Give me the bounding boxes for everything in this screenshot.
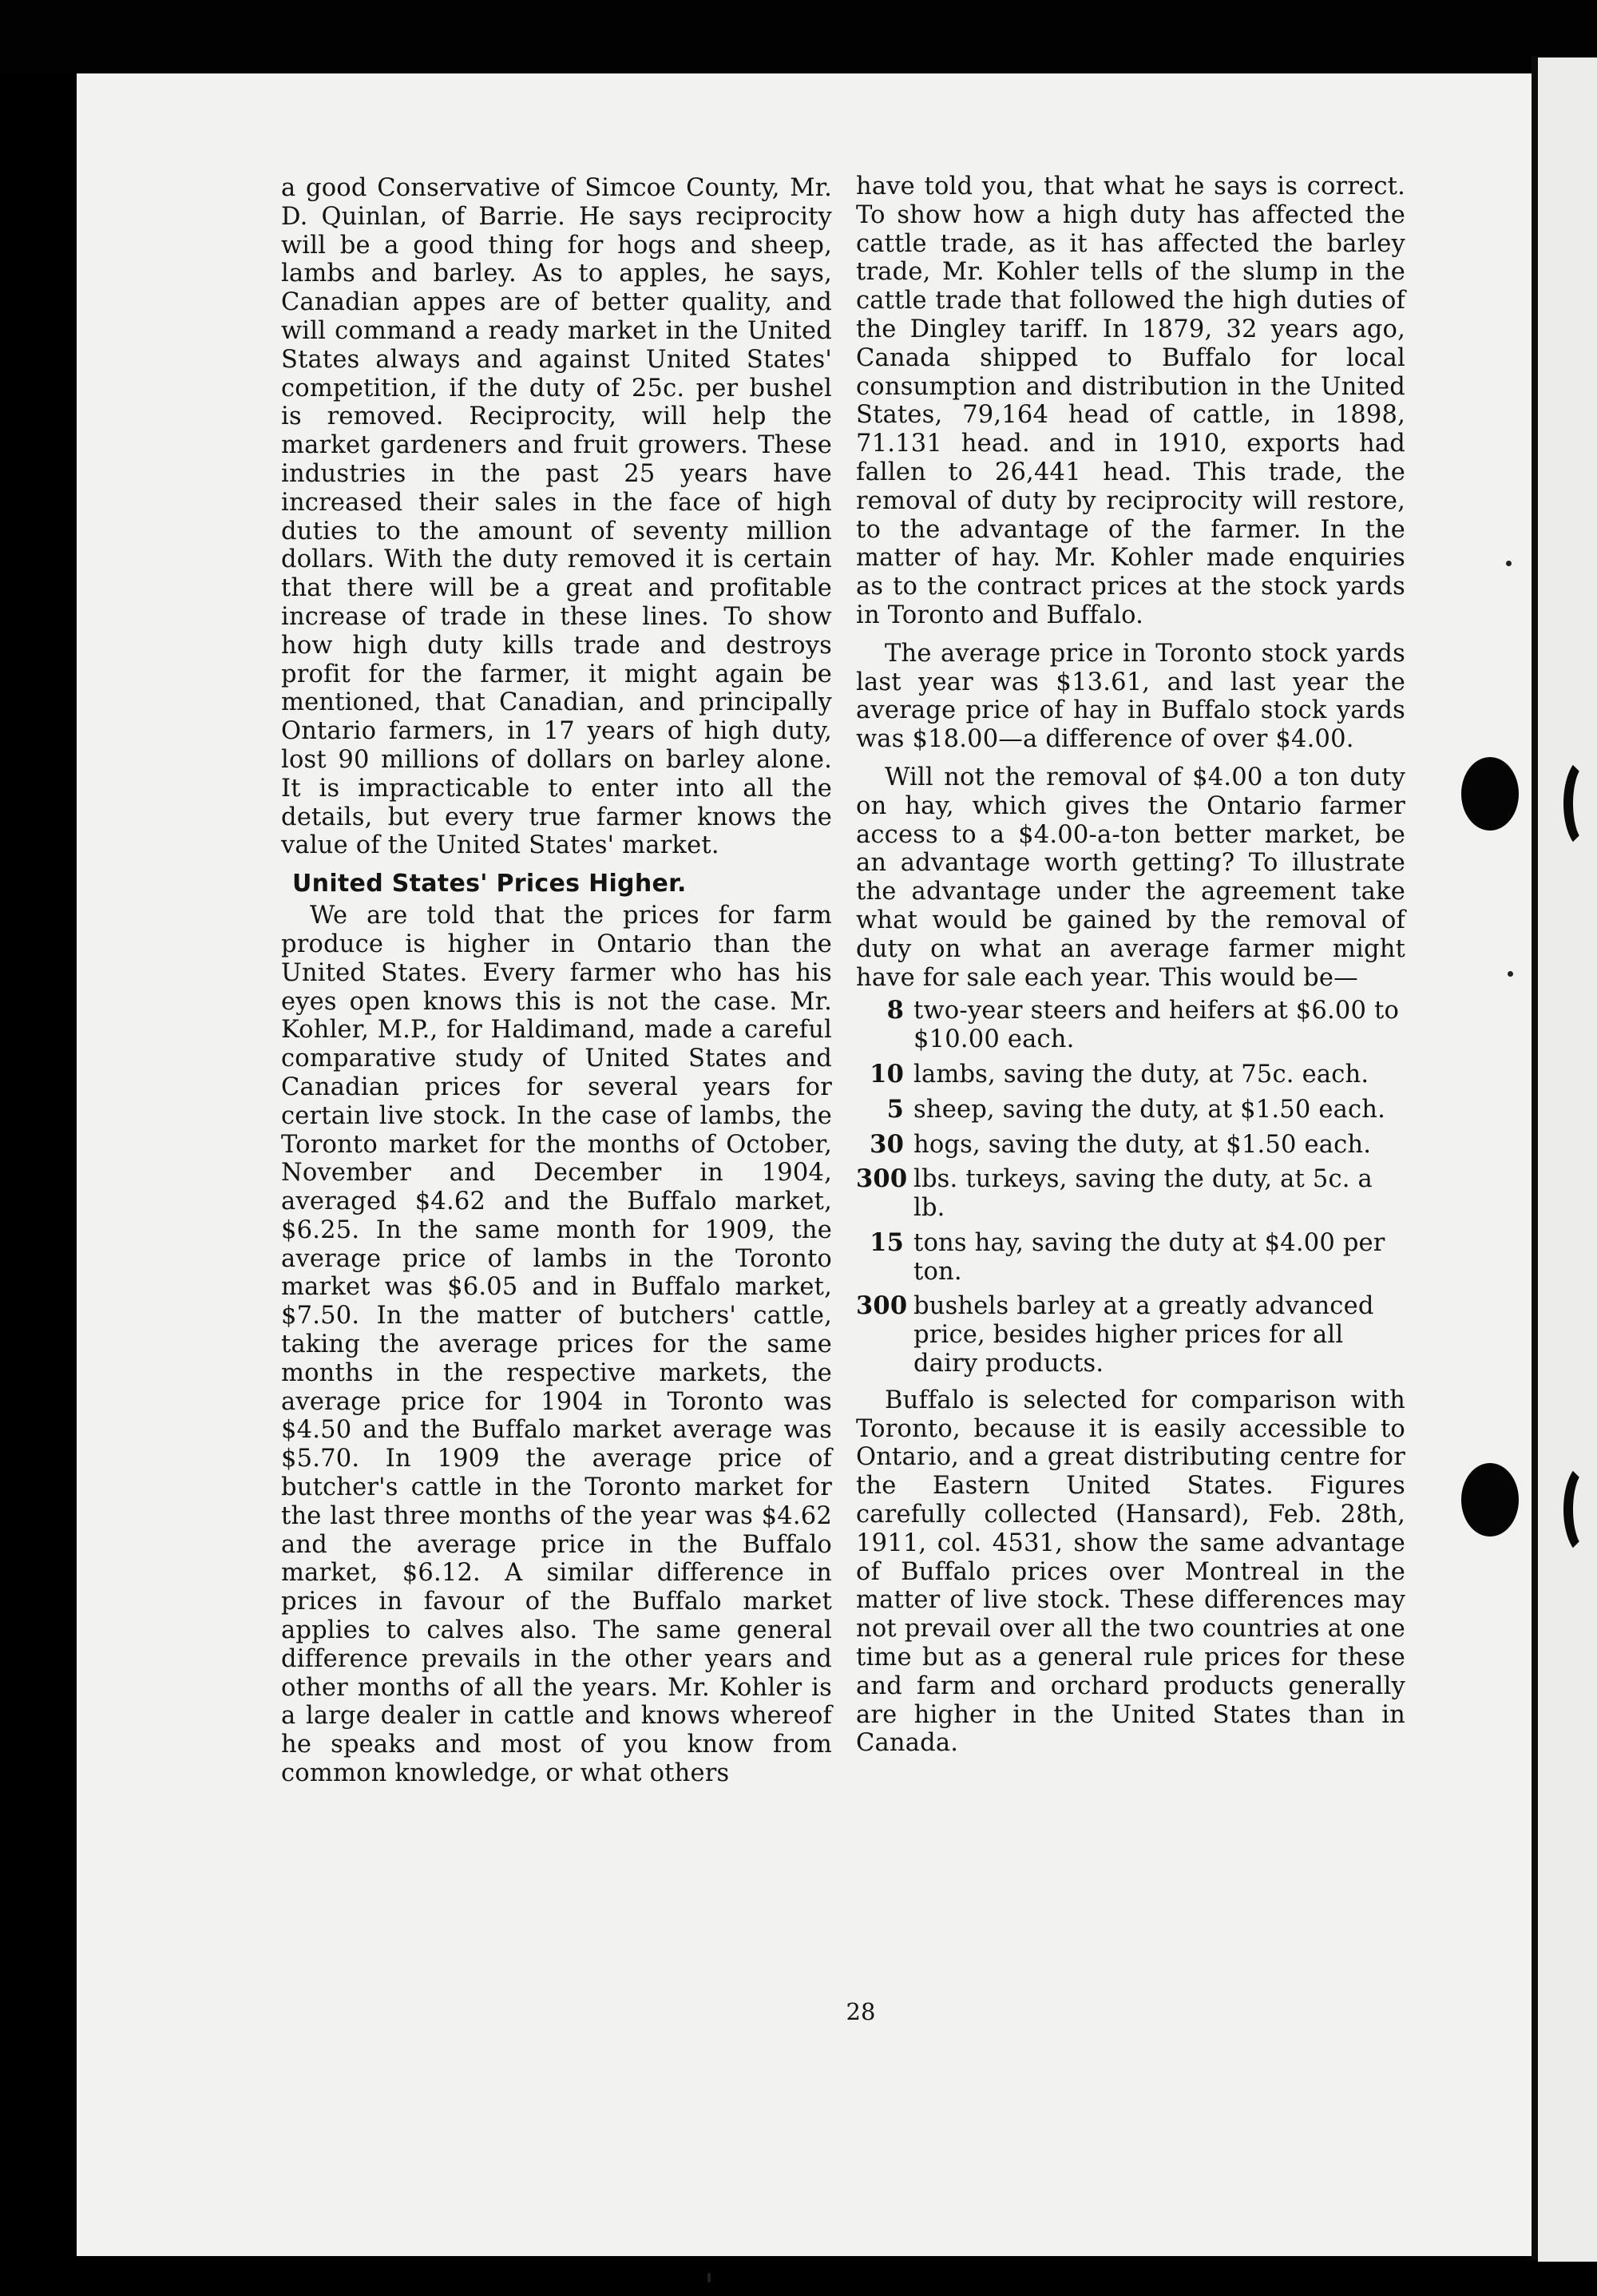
list-item-text: hogs, saving the duty, at $1.50 each. xyxy=(913,1130,1372,1159)
section-heading: United States' Prices Higher. xyxy=(292,870,687,898)
list-item-text: tons hay, saving the duty at $4.00 per ton. xyxy=(913,1228,1385,1286)
scan-speck xyxy=(707,2273,711,2282)
scan-border-top xyxy=(0,0,1597,73)
list-item xyxy=(856,1131,1405,1160)
list-item-quantity: 10 xyxy=(870,1059,904,1089)
left-column xyxy=(281,174,832,1788)
paragraph: Will not the removal of $4.00 a ton duty on hay, which gives the Ontario farmer access to a $4.00-a-ton better market, be an advantage worth getting? To illustrate the advantage under the agreement take what would be gained by the removal of duty on what an average farmer might have for sale each year. This would be— xyxy=(856,763,1405,992)
punch-hole-top xyxy=(1461,757,1519,831)
list-item xyxy=(856,1165,1405,1223)
list-item-text: bushels barley at a greatly advanced price, besides higher prices for all dairy products. xyxy=(913,1292,1374,1378)
paragraph: have told you, that what he says is correct. To show how a high duty has affected the cattle trade, as it has affected the barley trade, Mr. Kohler tells of the slump in the cattle trade that followed the high duties of the Dingley tariff. In 1879, 32 years ago, Canada shipped to Buffalo for local consumption and distribution in the United States, 79,164 head of cattle, in 1898, 71.131 head. and in 1910, exports had fallen to 26,441 head. This trade, the removal of duty by reciprocity will restore, to the advantage of the farmer. In the matter of hay. Mr. Kohler made enquiries as to the contract prices at the stock yards in Toronto and Buffalo. xyxy=(856,172,1405,629)
right-column xyxy=(856,172,1405,1758)
list-item xyxy=(856,1096,1405,1124)
list-item-quantity: 300 xyxy=(856,1164,908,1194)
list-item xyxy=(856,1061,1405,1089)
scan-speck xyxy=(1508,971,1513,977)
list-item xyxy=(856,997,1405,1054)
list-item-quantity: 15 xyxy=(870,1227,904,1257)
list-item-text: sheep, saving the duty, at $1.50 each. xyxy=(913,1095,1386,1124)
list-item-quantity: 300 xyxy=(856,1291,908,1321)
adjacent-page-edge xyxy=(1538,57,1597,2262)
list-item-quantity: 5 xyxy=(886,1094,904,1124)
list-item xyxy=(856,1229,1405,1287)
paragraph: The average price in Toronto stock yards last year was $13.61, and last year the average price of hay in Buffalo stock yards was $18.00—a difference of over $4.00. xyxy=(856,639,1405,754)
scan-speck xyxy=(1506,561,1512,566)
list-item-text: two-year steers and heifers at $6.00 to $10.00 each. xyxy=(913,997,1400,1054)
list-item-text: lambs, saving the duty, at 75c. each. xyxy=(913,1060,1369,1089)
paragraph: Buffalo is selected for comparison with Toronto, because it is easily accessible to Ontario, and a great distributing centre for the Eastern United States. Figures carefully collected (Hansard), Feb. 28th, 1911, col. 4531, show the same advantage of Buffalo prices over Montreal in the matter of live stock. These differences may not prevail over all the two countries at one time but as a general rule prices for these and farm and orchard products generally are higher in the United States than in Canada. xyxy=(856,1386,1406,1758)
list-item-quantity: 30 xyxy=(870,1129,904,1159)
list-item-text: lbs. turkeys, saving the duty, at 5c. a lb. xyxy=(913,1165,1373,1223)
page-gutter xyxy=(1532,56,1538,2260)
paragraph: We are told that the prices for farm produce is higher in Ontario than the United States. Every farmer who has his eyes open knows this is not the case. Mr. Kohler, M.P., for Haldimand, made a careful comparative study of United States and Canadian prices for several years for certain live stock. In the case of lambs, the Toronto market for the months of October, November and December in 1904, averaged $4.62 and the Buffalo market, $6.25. In the same month for 1909, the average price of lambs in the Toronto market was $6.05 and in Buffalo market, $7.50. In the matter of butchers' cattle, taking the average prices for the same months in the respective markets, the average price for 1904 in Toronto was $4.50 and the Buffalo market average was $5.70. In 1909 the average price of butcher's cattle in the Toronto market for the last three months of the year was $4.62 and the average price in the Buffalo market, $6.12. A similar difference in prices in favour of the Buffalo market applies to calves also. The same general difference prevails in the other years and other months of all the years. Mr. Kohler is a large dealer in cattle and knows whereof he speaks and most of you know from common knowledge, or what others xyxy=(281,902,832,1788)
list-item-quantity: 8 xyxy=(886,996,904,1025)
list-item xyxy=(856,1292,1405,1378)
page-number: 28 xyxy=(846,1998,876,2025)
punch-hole-bottom xyxy=(1461,1463,1519,1537)
paragraph: a good Conservative of Simcoe County, Mr. D. Quinlan, of Barrie. He says reciprocity will be a good thing for hogs and sheep, lambs and barley. As to apples, he says, Canadian appes are of better quality, and will command a ready market in the United States always and against United States' competition, if the duty of 25c. per bushel is removed. Reciprocity, will help the market gardeners and fruit growers. These industries in the past 25 years have increased their sales in the face of high duties to the amount of seventy million dollars. With the duty removed it is certain that there will be a great and profitable increase of trade in these lines. To show how high duty kills trade and destroys profit for the farmer, it might again be mentioned, that Canadian, and principally Ontario farmers, in 17 years of high duty, lost 90 millions of dollars on barley alone. It is impracticable to enter into all the details, but every true farmer knows the value of the United States' market. xyxy=(281,174,832,860)
savings-list xyxy=(856,997,1405,1378)
